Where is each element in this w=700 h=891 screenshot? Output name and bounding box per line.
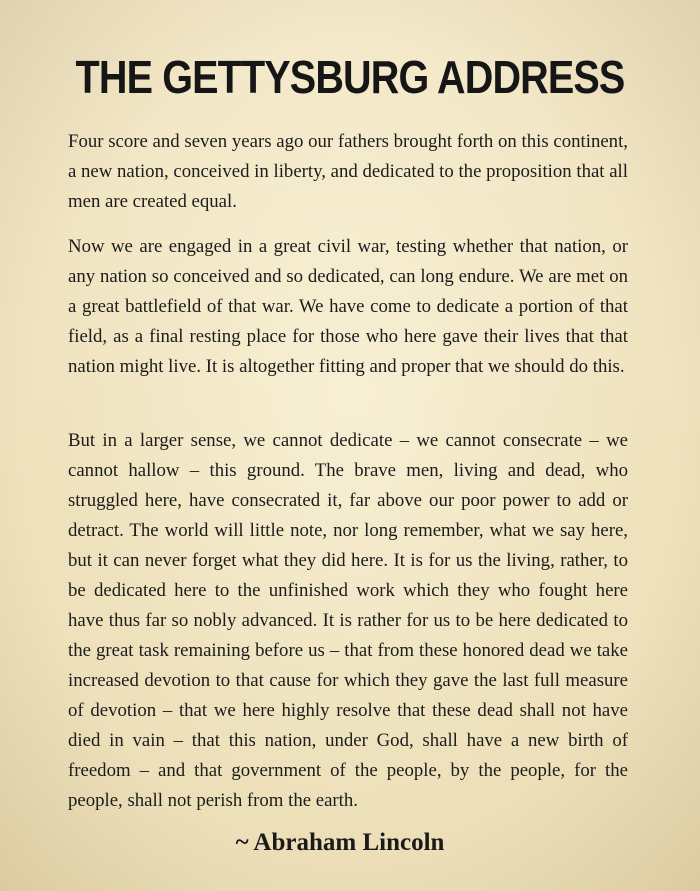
paragraph-1: Four score and seven years ago our fathers brought forth on this continent, a new nation, conceived in liberty, and dedicated to the proposition that all men are created equal.: [68, 131, 628, 212]
paragraph-3: But in a larger sense, we cannot dedicate – we cannot consecrate – we cannot hallow – this ground. The brave men, living and dead, who struggled here, have consecrated it, far above our poor power to add or detract. The world will little note, nor long remember, what we say here, but it can never forget what they did here. It is for us the living, rather, to be dedicated here to the unfinished work which they who fought here have thus far so nobly advanced. It is rather for us to be here dedicated to the great task remaining before us – that from these honored dead we take increased devotion to that cause for which they gave the last full measure of devotion – that we here highly resolve that these dead shall not have died in vain – that this nation, under God, shall have a new birth of freedom – and that government of the people, by the people, for the people, shall not perish from the earth.: [68, 430, 628, 811]
author-signature: ~ Abraham Lincoln: [235, 829, 445, 856]
document-title: THE GETTYSBURG ADDRESS: [75, 51, 625, 103]
paragraph-2: Now we are engaged in a great civil war, testing whether that nation, or any nation so conceived and so dedicated, can long endure. We are met on a great battlefield of that war. We have come to dedicate a portion of that field, as a final resting place for those who here gave their lives that that nation might live. It is altogether fitting and proper that we should do this.: [68, 236, 628, 377]
